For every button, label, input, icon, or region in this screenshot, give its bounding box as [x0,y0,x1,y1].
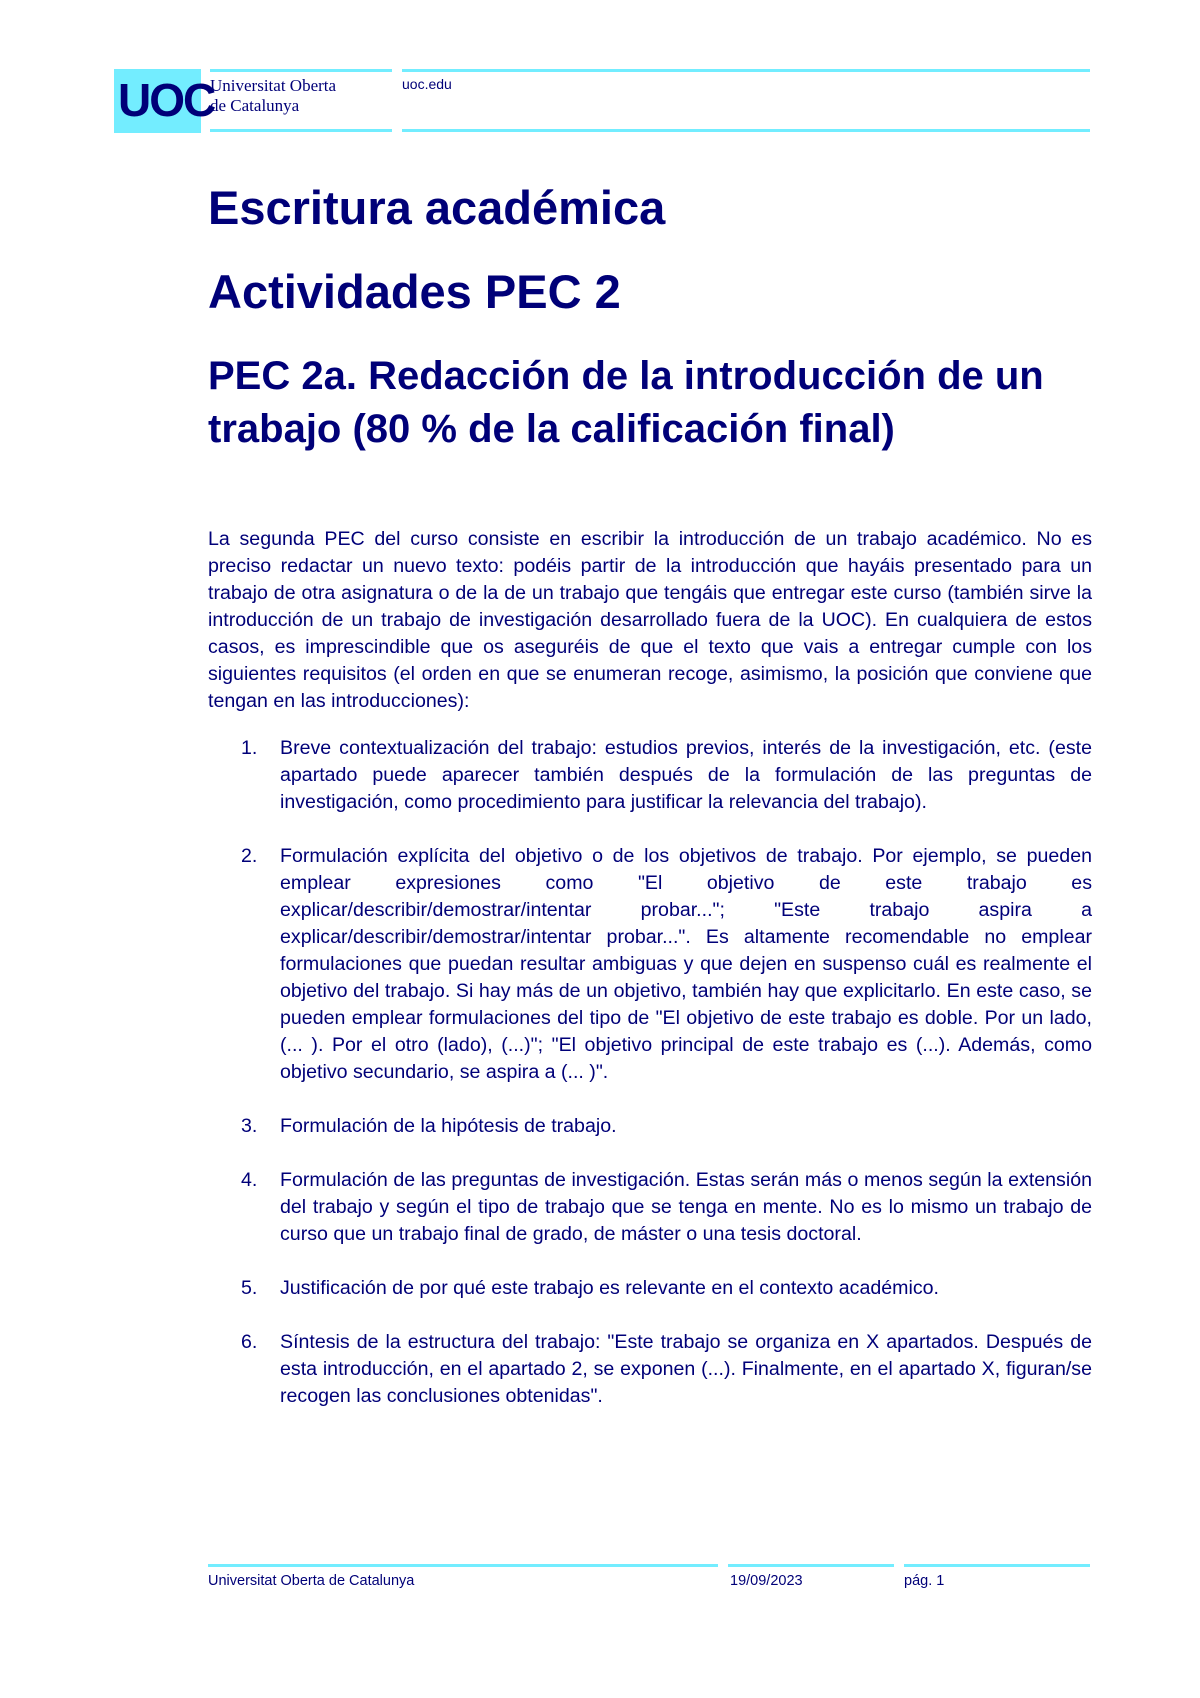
list-item-text: Síntesis de la estructura del trabajo: "Este trabajo se organiza en X apartados. Después de esta introducción, en el apartado 2, se exponen (...). Finalmente, en el apartado X, figuran/se recogen las conclusiones obtenidas". [280,1331,1092,1407]
footer-page-number: pág. 1 [904,1573,945,1589]
list-item [208,843,1092,1086]
list-item-number: 6. [241,1331,258,1353]
university-name-line2: de Catalunya [210,96,300,115]
list-item [208,1275,1092,1302]
list-item-text: Breve contextualización del trabajo: estudios previos, interés de la investigación, etc. (este apartado puede aparecer también después de la formulación de las preguntas de investigación, como procedimiento para justificar la relevancia del trabajo). [280,737,1092,813]
website-url: uoc.edu [402,76,452,92]
list-item-number: 2. [241,845,258,867]
footer-divider [728,1564,894,1567]
list-item-text: Formulación de las preguntas de investigación. Estas serán más o menos según la extensión del trabajo y según el tipo de trabajo que se tenga en mente. No es lo mismo un trabajo de curso que un trabajo final de grado, de máster o una tesis doctoral. [280,1169,1092,1245]
list-item-number: 1. [241,737,258,759]
intro-paragraph: La segunda PEC del curso consiste en escribir la introducción de un trabajo académico. No es preciso redactar un nuevo texto: podéis partir de la introducción que hayáis presentado para un trabajo de otra asignatura o de la de un trabajo que tengáis que entregar este curso (también sirve la introducción de un trabajo de investigación desarrollado fuera de la UOC). En cualquiera de estos casos, es imprescindible que os aseguréis de que el texto que vais a entregar cumple con los siguientes requisitos (el orden en que se enumeran recoge, asimismo, la posición que conviene que tengan en las introducciones): [208,528,1092,712]
header-divider [402,129,1090,132]
list-item [208,1113,1092,1140]
header-divider [402,69,1090,72]
uoc-logo [114,69,215,133]
list-item-number: 3. [241,1115,258,1137]
footer-divider [208,1564,718,1567]
document-body [208,526,1092,1437]
list-item-text: Formulación explícita del objetivo o de los objetivos de trabajo. Por ejemplo, se pueden emplear expresiones como "El objetivo de este trabajo es explicar/describir/demostrar/intentar probar..."; "Este trabajo aspira a explicar/describir/demostrar/intentar probar...". Es altamente recomendable no emplear formulaciones que puedan resultar ambiguas y que dejen en suspenso cuál es realmente el objetivo del trabajo. Si hay más de un objetivo, también hay que explicitarlo. En este caso, se pueden emplear formulaciones del tipo de "El objetivo de este trabajo es doble. Por un lado, (... ). Por el otro (lado), (...)"; "El objetivo principal de este trabajo es (...). Además, como objetivo secundario, se aspira a (... )". [280,845,1092,1083]
list-item-text: Justificación de por qué este trabajo es relevante en el contexto académico. [280,1277,939,1299]
logo-text: UOC [118,74,215,126]
footer-date: 19/09/2023 [730,1573,803,1589]
list-item-number: 5. [241,1277,258,1299]
list-item [208,1167,1092,1248]
header-divider [210,129,392,132]
footer-divider [904,1564,1090,1567]
university-name-line1: Universitat Oberta [210,76,337,95]
list-item-number: 4. [241,1169,258,1191]
requirements-list [208,735,1092,1410]
footer-institution: Universitat Oberta de Catalunya [208,1573,415,1589]
document-title: Escritura académica [208,181,666,234]
list-item [208,735,1092,816]
header-divider [210,69,392,72]
list-item [208,1329,1092,1410]
university-name [210,76,336,116]
list-item-text: Formulación de la hipótesis de trabajo. [280,1115,617,1137]
document-subtitle: Actividades PEC 2 [208,265,621,318]
section-heading: PEC 2a. Redacción de la introducción de un trabajo (80 % de la calificación final) [208,354,1044,451]
